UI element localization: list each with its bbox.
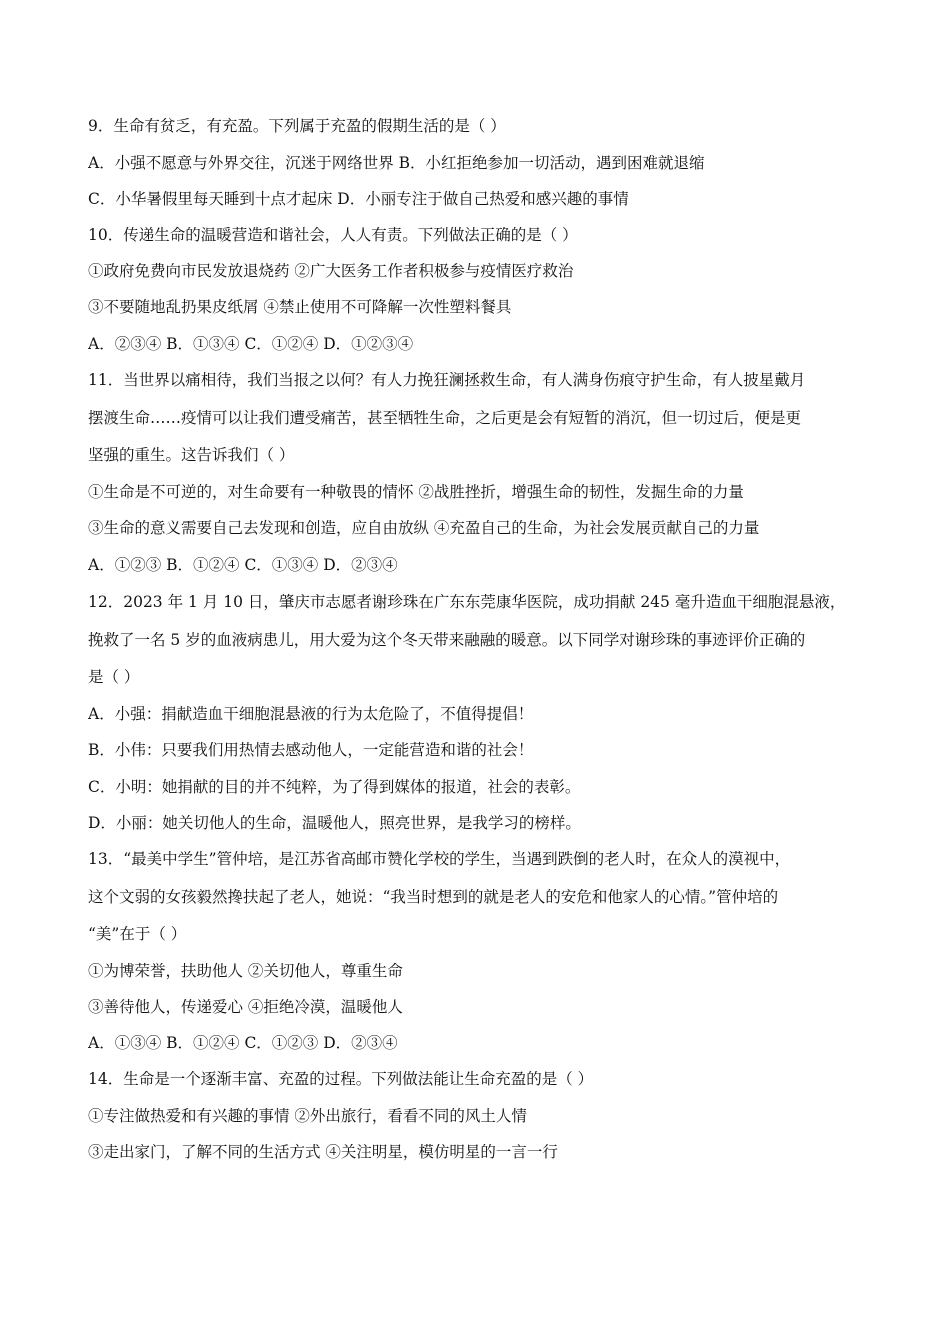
question-12-stem-line3: 是（ ） bbox=[88, 668, 140, 686]
question-13-stem-line2: 这个文弱的女孩毅然搀扶起了老人，她说：“我当时想到的就是老人的安危和他家人的心情。”管仲培的 bbox=[88, 888, 779, 906]
question-12-option-c: C．小明：她捐献的目的并不纯粹，为了得到媒体的报道，社会的表彰。 bbox=[88, 778, 581, 796]
question-11-stem-line2: 摆渡生命……疫情可以让我们遭受痛苦，甚至牺牲生命，之后更是会有短暂的消沉，但一切过后，便是更 bbox=[88, 409, 802, 427]
question-12-stem-line2: 挽救了一名 5 岁的血液病患儿，用大爱为这个冬天带来融融的暖意。以下同学对谢珍珠的事迹评价正确的 bbox=[88, 631, 806, 649]
question-11-stem-line1: 11．当世界以痛相待，我们当报之以何？有人力挽狂澜拯救生命，有人满身伤痕守护生命，有人披星戴月 bbox=[88, 371, 806, 389]
question-11-statements-12: ①生命是不可逆的，对生命要有一种敬畏的情怀 ②战胜挫折，增强生命的韧性，发掘生命的力量 bbox=[88, 483, 744, 501]
question-10-stem: 10．传递生命的温暖营造和谐社会，人人有责。下列做法正确的是（ ） bbox=[88, 226, 578, 244]
question-11-statements-34: ③生命的意义需要自己去发现和创造，应自由放纵 ④充盈自己的生命，为社会发展贡献自己的力量 bbox=[88, 519, 760, 537]
question-14-stem: 14．生命是一个逐渐丰富、充盈的过程。下列做法能让生命充盈的是（ ） bbox=[88, 1070, 594, 1088]
question-11-choices: A．①②③ B．①②④ C．①③④ D．②③④ bbox=[88, 556, 398, 574]
question-11-stem-line3: 坚强的重生。这告诉我们（ ） bbox=[88, 446, 295, 464]
question-13-stem-line3: “美”在于（ ） bbox=[88, 925, 187, 943]
question-12-option-b: B．小伟：只要我们用热情去感动他人，一定能营造和谐的社会！ bbox=[88, 741, 534, 759]
question-13-stem-line1: 13．“最美中学生”管仲培，是江苏省高邮市赞化学校的学生，当遇到跌倒的老人时，在众人的漠视中， bbox=[88, 850, 791, 868]
question-9-options-cd: C．小华暑假里每天睡到十点才起床 D．小丽专注于做自己热爱和感兴趣的事情 bbox=[88, 190, 629, 208]
question-10-choices: A．②③④ B．①③④ C．①②④ D．①②③④ bbox=[88, 335, 414, 353]
question-10-statements-34: ③不要随地乱扔果皮纸屑 ④禁止使用不可降解一次性塑料餐具 bbox=[88, 298, 512, 316]
question-14-statements-34: ③走出家门，了解不同的生活方式 ④关注明星，模仿明星的一言一行 bbox=[88, 1143, 558, 1161]
question-14-statements-12: ①专注做热爱和有兴趣的事情 ②外出旅行，看看不同的风土人情 bbox=[88, 1107, 527, 1125]
question-13-choices: A．①③④ B．①②④ C．①②③ D．②③④ bbox=[88, 1034, 398, 1052]
question-12-stem-line1: 12．2023 年 1 月 10 日，肇庆市志愿者谢珍珠在广东东莞康华医院，成功捐献 245 毫升造血干细胞混悬液， bbox=[88, 593, 846, 611]
question-9-stem: 9．生命有贫乏，有充盈。下列属于充盈的假期生活的是（ ） bbox=[88, 117, 506, 135]
question-12-option-d: D．小丽：她关切他人的生命，温暖他人，照亮世界，是我学习的榜样。 bbox=[88, 814, 581, 832]
question-12-option-a: A．小强：捐献造血干细胞混悬液的行为太危险了，不值得提倡！ bbox=[88, 705, 534, 723]
question-13-statements-12: ①为博荣誉，扶助他人 ②关切他人，尊重生命 bbox=[88, 962, 403, 980]
question-13-statements-34: ③善待他人，传递爱心 ④拒绝冷漠，温暖他人 bbox=[88, 998, 403, 1016]
question-9-options-ab: A．小强不愿意与外界交往，沉迷于网络世界 B．小红拒绝参加一切活动，遇到困难就退缩 bbox=[88, 154, 705, 172]
question-10-statements-12: ①政府免费向市民发放退烧药 ②广大医务工作者积极参与疫情医疗救治 bbox=[88, 262, 574, 280]
